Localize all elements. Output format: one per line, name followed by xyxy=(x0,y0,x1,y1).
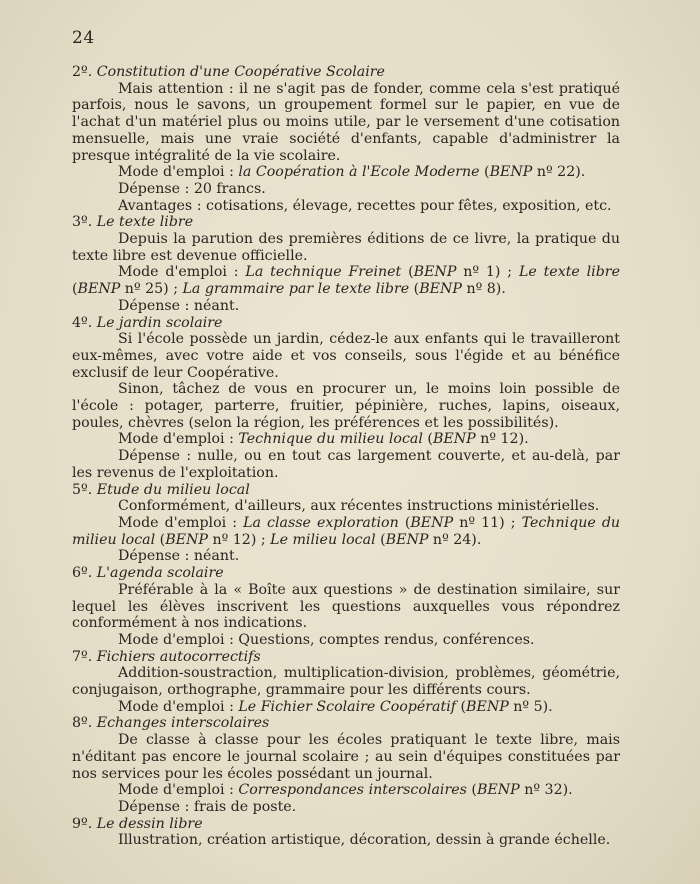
section-paragraph: Dépense : nulle, ou en tout cas largement couverte, et au-delà, par les revenus de l'exploitation. xyxy=(72,448,620,481)
page-number: 24 xyxy=(72,28,95,48)
section-7 xyxy=(72,715,620,815)
section-title: Etude du milieu local xyxy=(96,481,250,498)
section-paragraph: Dépense : néant. xyxy=(118,548,240,565)
section-heading xyxy=(72,565,620,582)
section-paragraph: Si l'école possède un jardin, cédez-le aux enfants qui le travailleront eux-mêmes, avec votre aide et vos conseils, sous l'égide et au bénéfice exclusif de leur Coopérative. xyxy=(72,331,620,381)
section-paragraph: Avantages : cotisations, élevage, recettes pour fêtes, exposition, etc. xyxy=(118,197,612,214)
section-4 xyxy=(72,482,620,566)
section-paragraph: Dépense : frais de poste. xyxy=(118,798,297,815)
section-title: Le dessin libre xyxy=(96,815,203,832)
section-paragraph: De classe à classe pour les écoles pratiquant le texte libre, mais n'éditant pas encore le journal scolaire ; au sein d'équipes constituées par nos services pour les écoles possédant un journal. xyxy=(72,732,620,782)
section-number: 4º. xyxy=(72,314,97,331)
section-heading xyxy=(72,715,620,732)
section-2 xyxy=(72,214,620,314)
section-5 xyxy=(72,565,620,649)
section-heading xyxy=(72,315,620,332)
section-paragraph: Mode d'emploi : La technique Freinet (BENP nº 1) ; Le texte libre (BENP nº 25) ; La grammaire par le texte libre (BENP nº 8). xyxy=(72,264,620,298)
section-heading xyxy=(72,64,620,81)
section-heading xyxy=(72,649,620,666)
section-paragraph: Mode d'emploi : la Coopération à l'Ecole Moderne (BENP nº 22). xyxy=(118,164,586,181)
section-paragraph: Dépense : 20 francs. xyxy=(118,180,266,197)
section-title: L'agenda scolaire xyxy=(96,565,224,582)
section-6 xyxy=(72,649,620,716)
section-8 xyxy=(72,816,620,849)
section-paragraph: Conformément, d'ailleurs, aux récentes instructions ministérielles. xyxy=(118,498,600,515)
section-title: Fichiers autocorrectifs xyxy=(96,648,261,665)
section-paragraph: Mais attention : il ne s'agit pas de fonder, comme cela s'est pratiqué parfois, nous le savons, un groupement formel sur le papier, en vue de l'achat d'un matériel plus ou moins utile, par le versement d'une cotisation mensuelle, mais une vraie société d'enfants, capable d'administrer la presque intégralité de la vie scolaire. xyxy=(72,80,620,164)
section-paragraph: Addition-soustraction, multiplication-division, problèmes, géométrie, conjugaison, orthographe, grammaire pour les différents cours. xyxy=(72,665,620,699)
section-paragraph: Mode d'emploi : Technique du milieu local (BENP nº 12). xyxy=(118,431,529,448)
section-3 xyxy=(72,315,620,482)
section-number: 6º. xyxy=(72,565,97,582)
section-1 xyxy=(72,64,620,214)
section-title: Le texte libre xyxy=(96,214,194,231)
section-number: 9º. xyxy=(72,815,97,832)
section-title: Echanges interscolaires xyxy=(96,715,270,732)
section-number: 8º. xyxy=(72,715,97,732)
section-paragraph: Dépense : néant. xyxy=(118,297,240,314)
section-paragraph: Mode d'emploi : Le Fichier Scolaire Coopératif (BENP nº 5). xyxy=(118,698,553,715)
section-paragraph: Mode d'emploi : La classe exploration (BENP nº 11) ; Technique du milieu local (BENP nº 12) ; Le milieu local (BENP nº 24). xyxy=(72,514,621,548)
section-paragraph: Illustration, création artistique, décoration, dessin à grande échelle. xyxy=(118,832,611,849)
section-heading xyxy=(72,214,620,231)
section-title: Constitution d'une Coopérative Scolaire xyxy=(96,64,385,80)
section-number: 7º. xyxy=(72,648,97,665)
section-paragraph: Préférable à la « Boîte aux questions » de destination similaire, sur lequel les élèves inscrivent les questions auxquelles vous répondrez conformément à nos indications. xyxy=(72,581,620,632)
section-number: 2º. xyxy=(72,64,97,80)
page-body xyxy=(72,64,620,849)
section-heading xyxy=(72,816,620,833)
section-number: 3º. xyxy=(72,214,97,231)
section-paragraph: Mode d'emploi : Correspondances interscolaires (BENP nº 32). xyxy=(118,782,573,799)
section-paragraph: Mode d'emploi : Questions, comptes rendus, conférences. xyxy=(118,631,535,648)
section-title: Le jardin scolaire xyxy=(96,314,223,331)
section-paragraph: Sinon, tâchez de vous en procurer un, le moins loin possible de l'école : potager, parterre, fruitier, pépinière, ruches, lapins, oiseaux, poules, chèvres (selon la région, les préférences et les possibilités). xyxy=(72,381,620,431)
section-paragraph: Depuis la parution des premières éditions de ce livre, la pratique du texte libre est devenue officielle. xyxy=(72,231,620,264)
section-heading xyxy=(72,482,620,499)
section-number: 5º. xyxy=(72,481,97,498)
